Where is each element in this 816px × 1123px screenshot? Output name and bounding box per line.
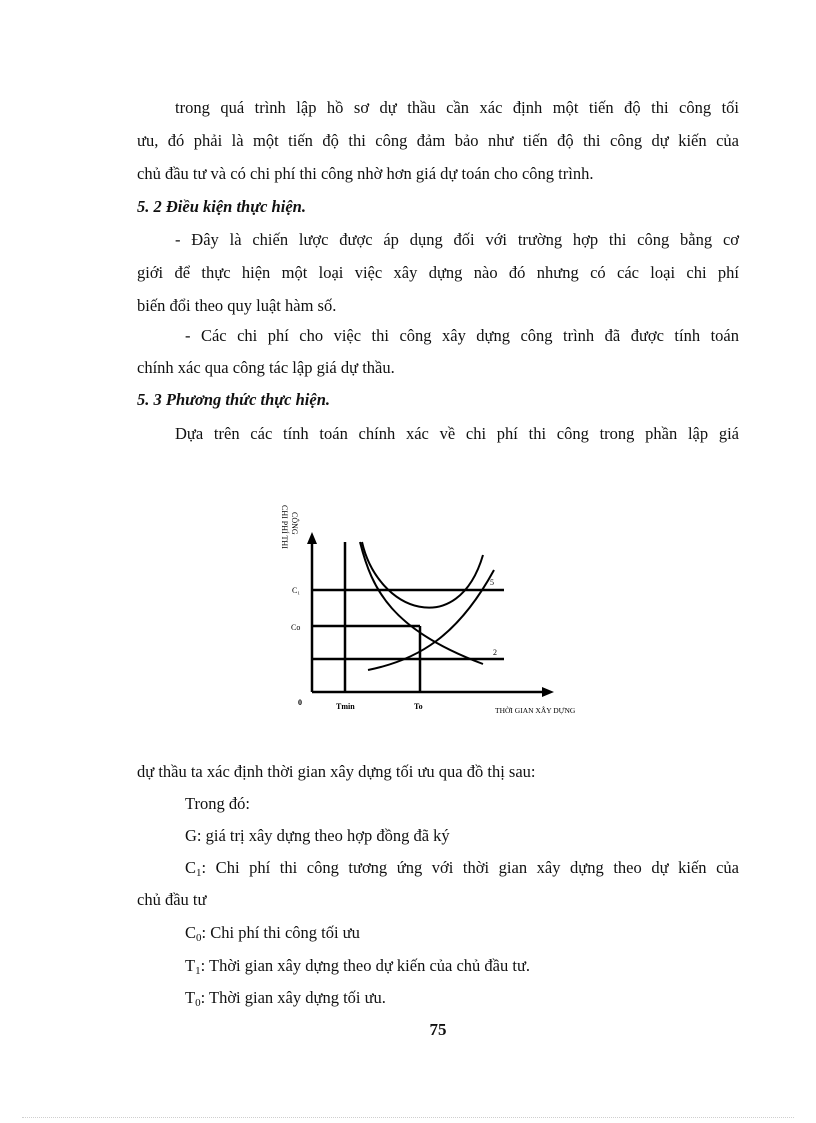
symbol-letter: T: [185, 956, 196, 975]
page-number: 75: [429, 1020, 447, 1039]
paragraph-line: giới để thực hiện một loại việc xây dựng nào đó nhưng có các loại chi phí: [137, 263, 739, 282]
cost-time-diagram: [268, 500, 618, 725]
definition-text: : Thời gian xây dựng theo dự kiến của chủ đầu tư.: [200, 956, 531, 975]
x-axis-arrow-icon: [542, 687, 554, 697]
definition-text: : Thời gian xây dựng tối ưu.: [200, 988, 386, 1007]
section-heading-5-2: 5. 2 Điều kiện thực hiện.: [137, 197, 306, 216]
definition-c1-continued: chủ đầu tư: [137, 890, 207, 909]
trong-do-label: Trong đó:: [185, 794, 250, 813]
section-heading-5-3: 5. 3 Phương thức thực hiện.: [137, 390, 330, 409]
definition-c0: [185, 923, 739, 943]
y-axis-label-line2: CÔNG: [290, 512, 299, 535]
definition-text: : Chi phí thi công tối ưu: [201, 923, 360, 942]
definition-c1: [185, 858, 739, 878]
falling-cost-curve: [360, 542, 483, 664]
curve-label-upper: 5: [490, 578, 494, 587]
paragraph-line: trong quá trình lập hồ sơ dự thầu cần xác định một tiến độ thi công tối: [175, 98, 739, 117]
x-tick-to: To: [414, 702, 423, 711]
x-tick-tmin: Tmin: [336, 702, 355, 711]
total-cost-curve: [362, 542, 483, 608]
definition-t1: [185, 956, 739, 976]
y-axis-arrow-icon: [307, 532, 317, 544]
symbol-subscript: 1: [195, 965, 201, 977]
y-tick-co: Co: [291, 623, 301, 632]
page-footer-divider: [22, 1117, 794, 1118]
paragraph-line: - Đây là chiến lược được áp dụng đối với trường hợp thi công bằng cơ: [175, 230, 739, 249]
curve-label-lower: 2: [493, 648, 497, 657]
definition-g: G: giá trị xây dựng theo hợp đồng đã ký: [185, 826, 450, 845]
paragraph-line: dự thầu ta xác định thời gian xây dựng tối ưu qua đồ thị sau:: [137, 762, 536, 781]
symbol-letter: C: [185, 923, 197, 942]
symbol-c1: [185, 858, 202, 877]
definition-t0: [185, 988, 739, 1008]
symbol-subscript: 0: [195, 997, 201, 1009]
paragraph-line: Dựa trên các tính toán chính xác về chi phí thi công trong phần lập giá: [175, 424, 739, 443]
paragraph-line: chủ đầu tư và có chi phí thi công nhờ hơn giá dự toán cho công trình.: [137, 164, 594, 183]
symbol-letter: C: [185, 858, 197, 877]
symbol-letter: T: [185, 988, 196, 1007]
y-tick-c1: C₁: [292, 586, 301, 595]
paragraph-line: ưu, đó phải là một tiến độ thi công đảm bảo như tiến độ thi công dự kiến của: [137, 131, 739, 150]
definition-text: : Chi phí thi công tương ứng với thời gian xây dựng theo dự kiến của: [201, 858, 739, 877]
rising-cost-curve: [368, 570, 494, 670]
origin-label: 0: [298, 698, 302, 707]
paragraph-line: biến đổi theo quy luật hàm số.: [137, 296, 337, 315]
paragraph-line: - Các chi phí cho việc thi công xây dựng công trình đã được tính toán: [185, 326, 739, 345]
paragraph-line: chính xác qua công tác lập giá dự thầu.: [137, 358, 395, 377]
symbol-subscript: 1: [196, 867, 202, 879]
x-axis-label: THỜI GIAN XÂY DỰNG: [495, 706, 576, 715]
symbol-subscript: 0: [196, 932, 202, 944]
y-axis-label-line1: CHI PHÍ THI: [280, 505, 289, 549]
